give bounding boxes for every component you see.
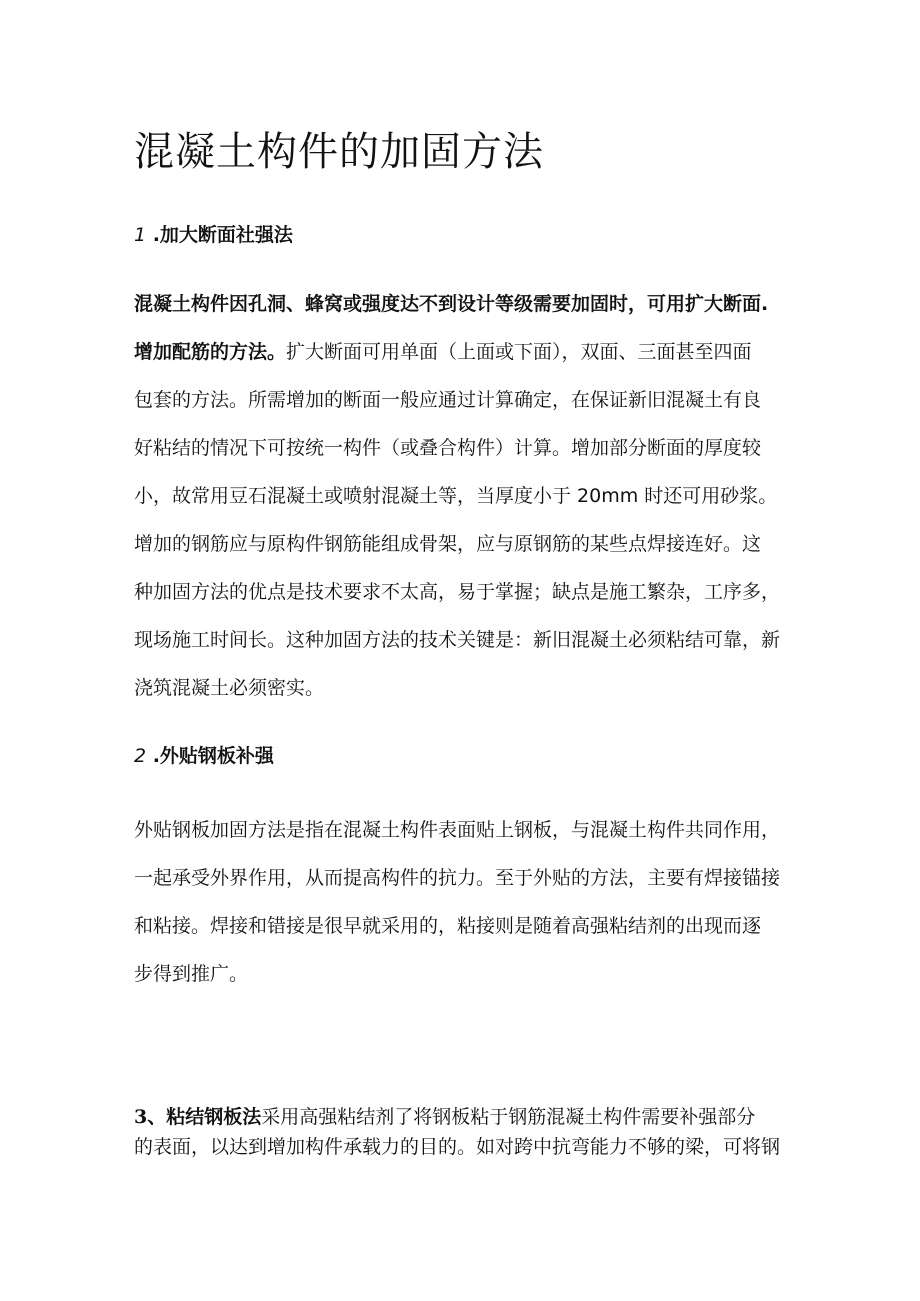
body-text: 好粘结的情况下可按统一构件（或叠合构件）计算。增加部分断面的厚度较 (134, 437, 762, 459)
paragraph-line (134, 1102, 794, 1132)
body-text: 种加固方法的优点是技术要求不太高，易于掌握；缺点是施工繁杂，工序多， (134, 581, 781, 603)
paragraph-line: 外贴钢板加固方法是指在混凝土构件表面贴上钢板，与混凝土构件共同作用， (134, 819, 781, 841)
paragraph-line (134, 376, 794, 424)
paragraph-line (134, 424, 794, 472)
paragraph-line: 步得到推广。 (134, 963, 249, 985)
body-text: 浇筑混凝土必须密实。 (134, 677, 325, 699)
section-2-heading (134, 742, 274, 770)
body-text: 小，故常用豆石混凝土或喷射混凝土等，当厚度小于 20mm 时还可用砂浆。 (134, 485, 778, 507)
paragraph-line (134, 328, 794, 376)
body-text: 包套的方法。所需增加的断面一般应通过计算确定，在保证新旧混凝土有良 (134, 389, 762, 411)
section-2-paragraph (134, 806, 794, 998)
section-1-title: .加大断面社强法 (146, 224, 293, 246)
section-1-number: 1 (134, 224, 147, 246)
body-text: 扩大断面可用单面（上面或下面），双面、三面甚至四面 (286, 341, 752, 363)
paragraph-line (134, 568, 794, 616)
section-3-lead: 3、粘结钢板法 (134, 1106, 262, 1128)
paragraph-line (134, 664, 794, 712)
body-text: 采用高强粘结剂了将钢板粘于钢筋混凝土构件需要补强部分 (261, 1106, 756, 1128)
paragraph-line (134, 472, 794, 520)
paragraph-line: 一起承受外界作用，从而提高构件的抗力。至于外贴的方法，主要有焊接锚接 (134, 867, 781, 889)
section-1-heading (134, 221, 293, 249)
paragraph-line: 的表面，以达到增加构件承载力的目的。如对跨中抗弯能力不够的梁，可将钢 (134, 1136, 781, 1158)
section-1-paragraph (134, 280, 794, 712)
paragraph-line: 和粘接。焊接和错接是很早就采用的，粘接则是随着高强粘结剂的出现而逐 (134, 915, 762, 937)
body-text: 现场施工时间长。这种加固方法的技术关键是：新旧混凝土必须粘结可靠，新 (134, 629, 781, 651)
body-text: 增加的钢筋应与原构件钢筋能组成骨架，应与原钢筋的某些点焊接连好。这 (134, 533, 762, 555)
bold-text: 增加配筋的方法。 (134, 341, 287, 363)
paragraph-line (134, 616, 794, 664)
paragraph-line (134, 280, 794, 328)
bold-text: 混凝土构件因孔洞、蜂窝或强度达不到设计等级需要加固时，可用扩大断面. (134, 293, 769, 315)
section-3-paragraph (134, 1102, 794, 1162)
section-2-title: .外贴钢板补强 (146, 745, 274, 767)
document-title: 混凝土构件的加固方法 (134, 129, 544, 175)
section-2-number: 2 (134, 745, 147, 767)
paragraph-line (134, 520, 794, 568)
